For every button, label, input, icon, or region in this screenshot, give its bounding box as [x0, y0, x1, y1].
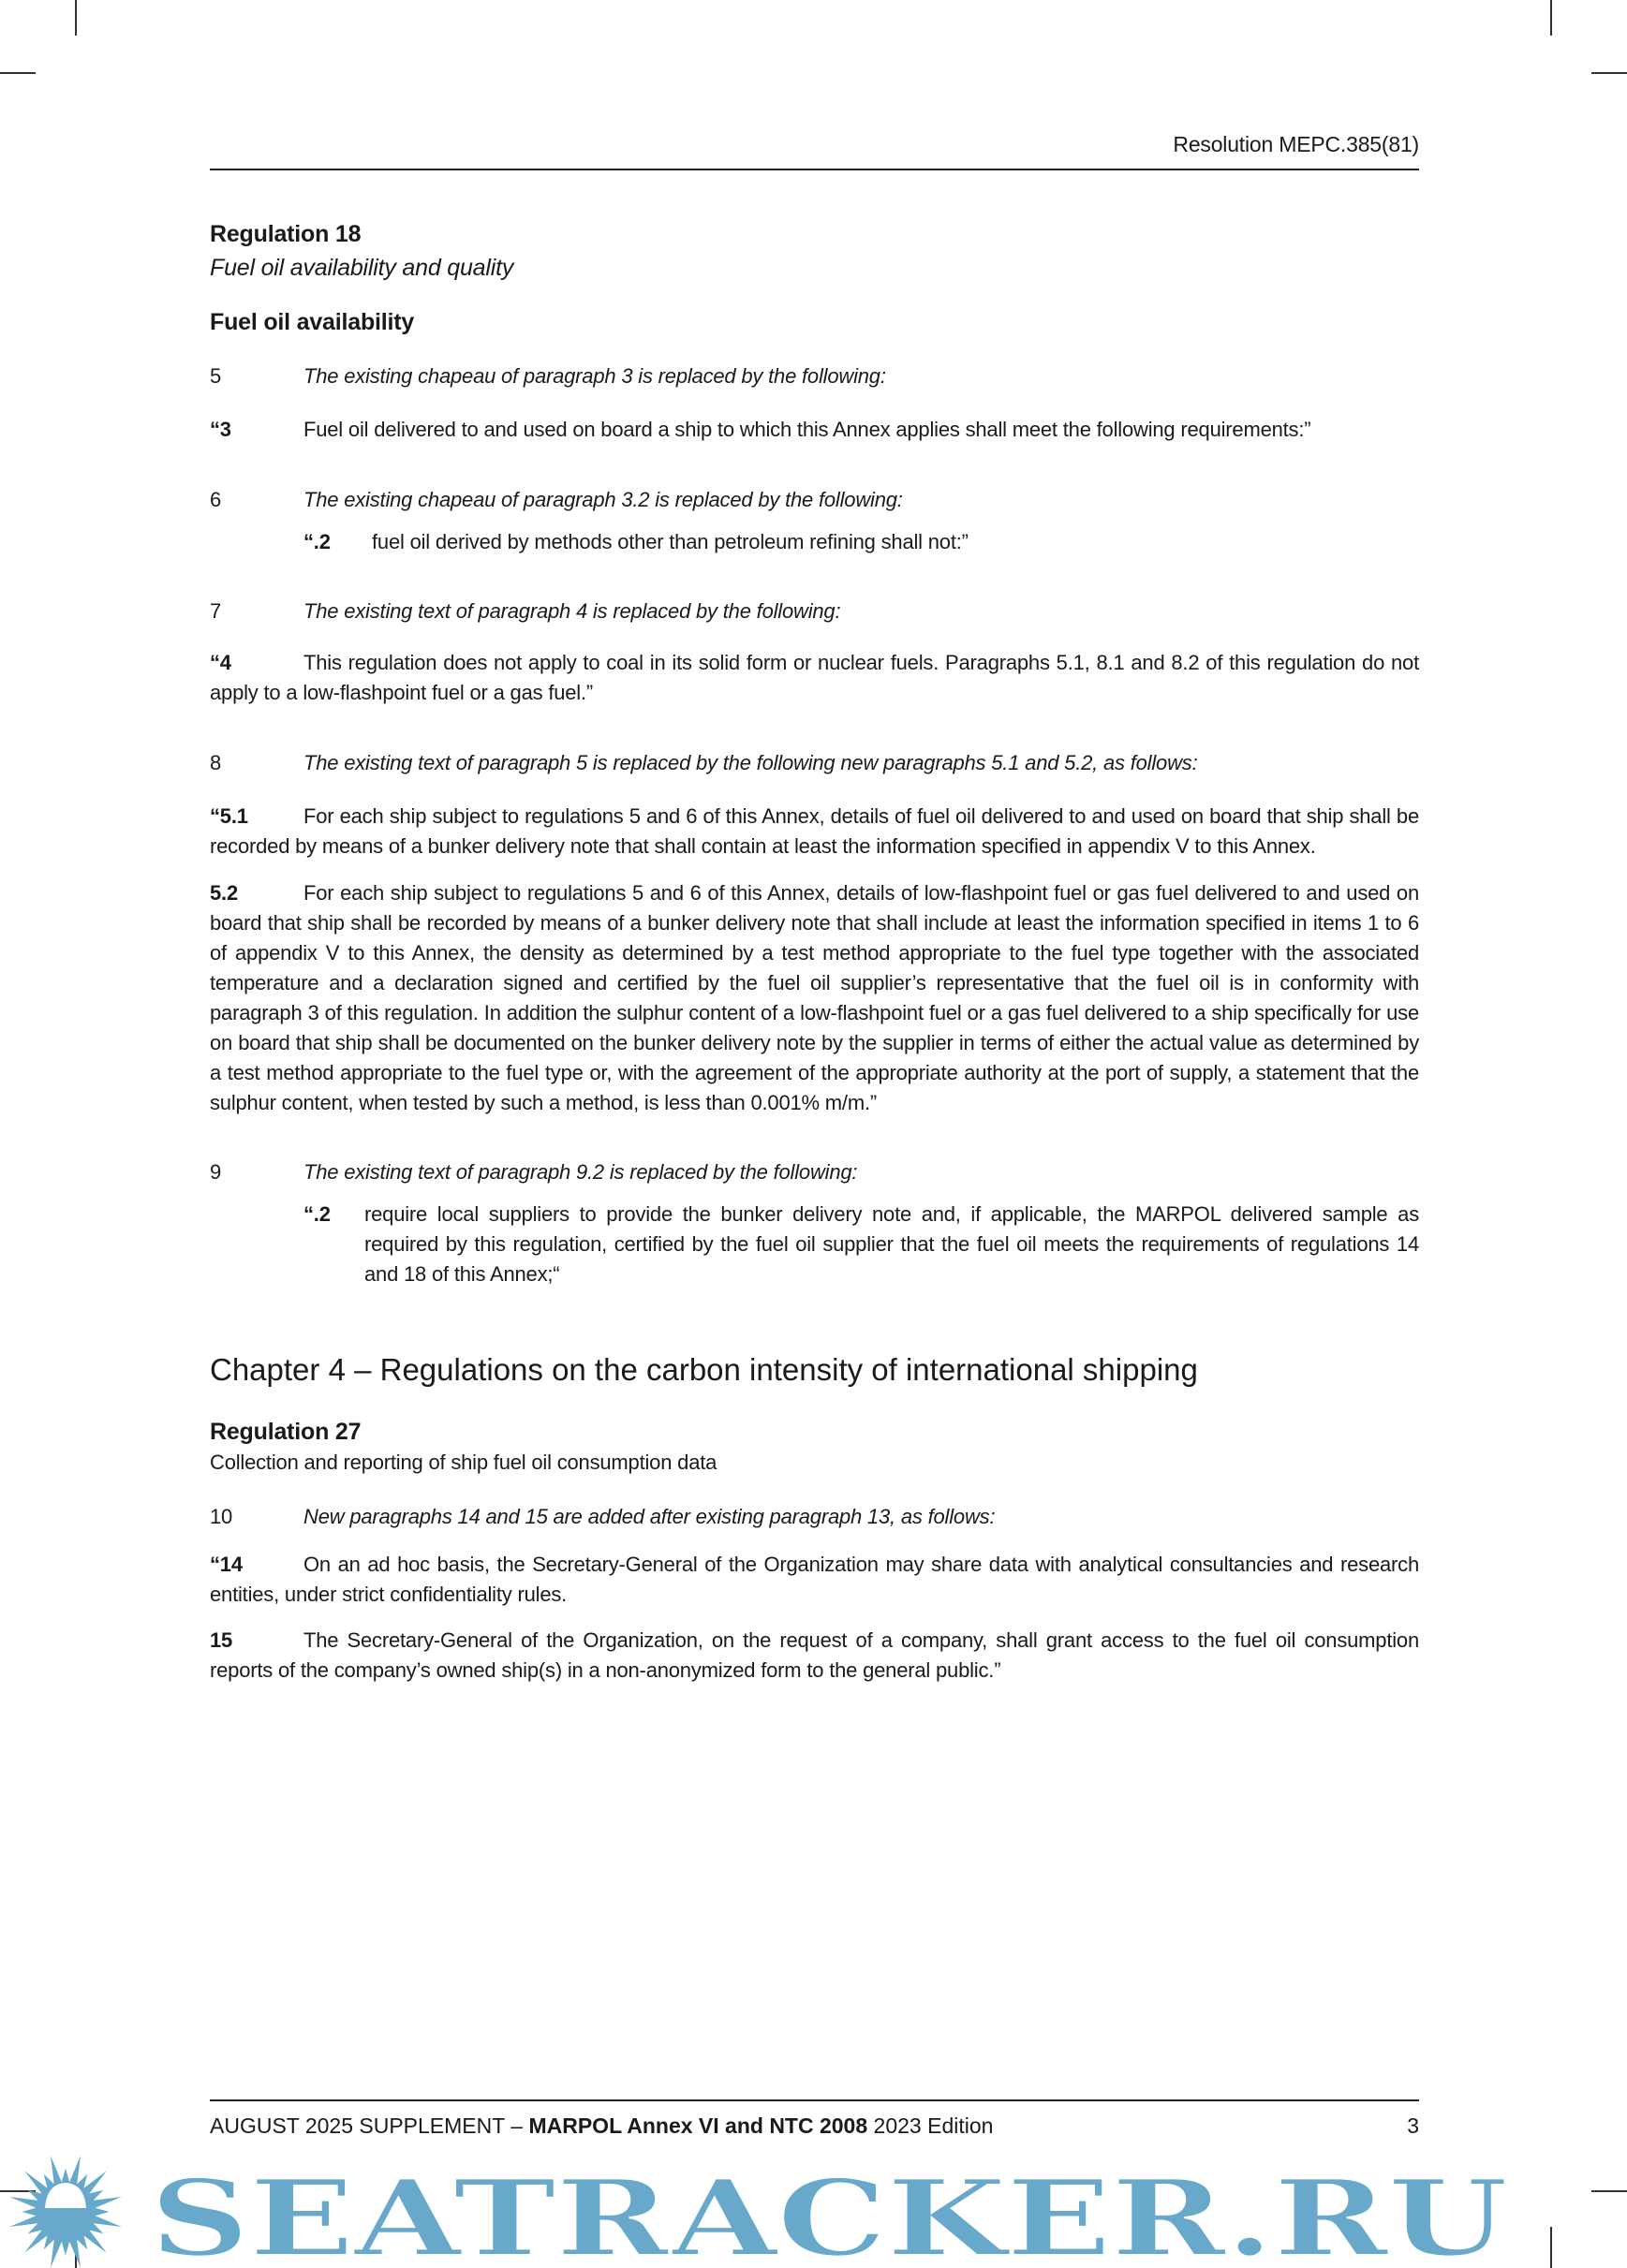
- watermark: [0, 2150, 1627, 2268]
- para-number: 5.2: [210, 881, 238, 905]
- chapter-title: Chapter 4 – Regulations on the carbon intensity of international shipping: [210, 1352, 1198, 1387]
- para-text: require local suppliers to provide the bunker delivery note and, if applicable, the MARPOL delivered sample as required by this regulation, certified by the fuel oil supplier that the fuel oil meets the requirements of regulations 14 and 18 of this Annex;“: [364, 1202, 1419, 1286]
- para-number: 10: [210, 1505, 233, 1528]
- crop-mark: [1550, 2227, 1552, 2268]
- regulation-title: Regulation 18: [210, 221, 362, 247]
- paragraph-3: [210, 415, 1419, 445]
- para-text: The existing chapeau of paragraph 3 is replaced by the following:: [303, 364, 886, 388]
- sun-dome-shape: [45, 2183, 86, 2208]
- para-number: “.2: [303, 530, 331, 553]
- para-text: fuel oil derived by methods other than petroleum refining shall not:”: [372, 530, 969, 553]
- crop-mark: [75, 2227, 77, 2268]
- footer-prefix: AUGUST 2025 SUPPLEMENT –: [210, 2113, 529, 2138]
- para-text: Fuel oil delivered to and used on board a ship to which this Annex applies shall meet the following requirements:”: [303, 418, 1311, 441]
- crop-mark: [1591, 72, 1627, 74]
- para-text: The existing text of paragraph 9.2 is replaced by the following:: [303, 1160, 858, 1184]
- regulation-27-subtitle: Collection and reporting of ship fuel oil consumption data: [210, 1451, 717, 1474]
- para-text: The existing text of paragraph 5 is replaced by the following new paragraphs 5.1 and 5.2, as follows:: [303, 751, 1198, 774]
- paragraph-5-1: [210, 802, 1419, 862]
- para-text: On an ad hoc basis, the Secretary-General of the Organization may share data with analytical consultancies and research entities, under strict confidentiality rules.: [210, 1553, 1419, 1606]
- crop-mark: [75, 0, 77, 36]
- instruction-7: [210, 596, 1419, 626]
- footer-rule: [210, 2099, 1419, 2101]
- para-text: New paragraphs 14 and 15 are added after existing paragraph 13, as follows:: [303, 1505, 996, 1528]
- para-text: The Secretary-General of the Organization, on the request of a company, shall grant access to the fuel oil consumption reports of the company’s owned ship(s) in a non-anonymized form to the general public.”: [210, 1628, 1419, 1682]
- page-number: 3: [1407, 2113, 1419, 2138]
- paragraph-15: [210, 1626, 1419, 1686]
- regulation-27-title: Regulation 27: [210, 1419, 362, 1445]
- subparagraph-2: [303, 527, 1419, 557]
- page-body: [210, 129, 1419, 1686]
- para-number: 8: [210, 751, 222, 774]
- crop-mark: [1591, 2190, 1627, 2192]
- crop-mark: [1550, 0, 1552, 36]
- instruction-6: [210, 485, 1419, 515]
- header-rule: [210, 169, 1419, 170]
- watermark-text: SEATRACKER.RU: [150, 2158, 1508, 2268]
- para-number: 9: [210, 1160, 222, 1184]
- para-text: The existing chapeau of paragraph 3.2 is replaced by the following:: [303, 488, 903, 511]
- para-number: “.2: [303, 1202, 331, 1226]
- instruction-9: [210, 1157, 1419, 1187]
- para-number: “4: [210, 651, 231, 674]
- instruction-5: [210, 361, 1419, 391]
- sunburst-shape: [9, 2156, 122, 2268]
- para-text: For each ship subject to regulations 5 and 6 of this Annex, details of fuel oil delivered to and used on board that ship shall be recorded by means of a bunker delivery note that shall contain at least the information specified in appendix V to this Annex.: [210, 804, 1419, 858]
- footer: [210, 2111, 1419, 2141]
- paragraph-5-2: [210, 878, 1419, 1118]
- para-text: The existing text of paragraph 4 is replaced by the following:: [303, 599, 841, 623]
- crop-mark: [0, 72, 36, 74]
- para-number: 7: [210, 599, 222, 623]
- section-heading: Fuel oil availability: [210, 309, 415, 335]
- footer-publication: MARPOL Annex VI and NTC 2008: [528, 2113, 868, 2138]
- para-number: 15: [210, 1628, 233, 1652]
- para-number: 5: [210, 364, 222, 388]
- running-header: Resolution MEPC.385(81): [1173, 132, 1419, 156]
- para-number: 6: [210, 488, 222, 511]
- para-number: “3: [210, 418, 231, 441]
- paragraph-4: [210, 648, 1419, 708]
- sun-logo-icon: [9, 2156, 122, 2268]
- crop-mark: [0, 2190, 36, 2192]
- regulation-subtitle: Fuel oil availability and quality: [210, 255, 514, 281]
- instruction-10: [210, 1502, 1419, 1532]
- para-text: This regulation does not apply to coal in its solid form or nuclear fuels. Paragraphs 5.1, 8.1 and 8.2 of this regulation do not apply to a low-flashpoint fuel or a gas fuel.”: [210, 651, 1419, 704]
- instruction-8: [210, 748, 1419, 778]
- paragraph-14: [210, 1550, 1419, 1610]
- subparagraph-9-2: [303, 1200, 1419, 1289]
- para-text: For each ship subject to regulations 5 and 6 of this Annex, details of low-flashpoint fuel or gas fuel delivered to and used on board that ship shall be recorded by means of a bunker delivery note that shall include at least the information specified in items 1 to 6 of appendix V to this Annex, the density as determined by a test method appropriate to the fuel type together with the associated temperature and a declaration signed and certified by the fuel oil supplier’s representative that the fuel oil is in conformity with paragraph 3 of this regulation. In addition the sulphur content of a low-flashpoint fuel or a gas fuel delivered to a ship specifically for use on board that ship shall be documented on the bunker delivery note by the supplier in terms of either the actual value as determined by a test method appropriate to the fuel type or, with the agreement of the appropriate authority at the port of supply, a statement that the sulphur content, when tested by such a method, is less than 0.001% m/m.”: [210, 881, 1419, 1114]
- footer-edition: 2023 Edition: [867, 2113, 994, 2138]
- para-number: “5.1: [210, 804, 248, 828]
- para-number: “14: [210, 1553, 243, 1576]
